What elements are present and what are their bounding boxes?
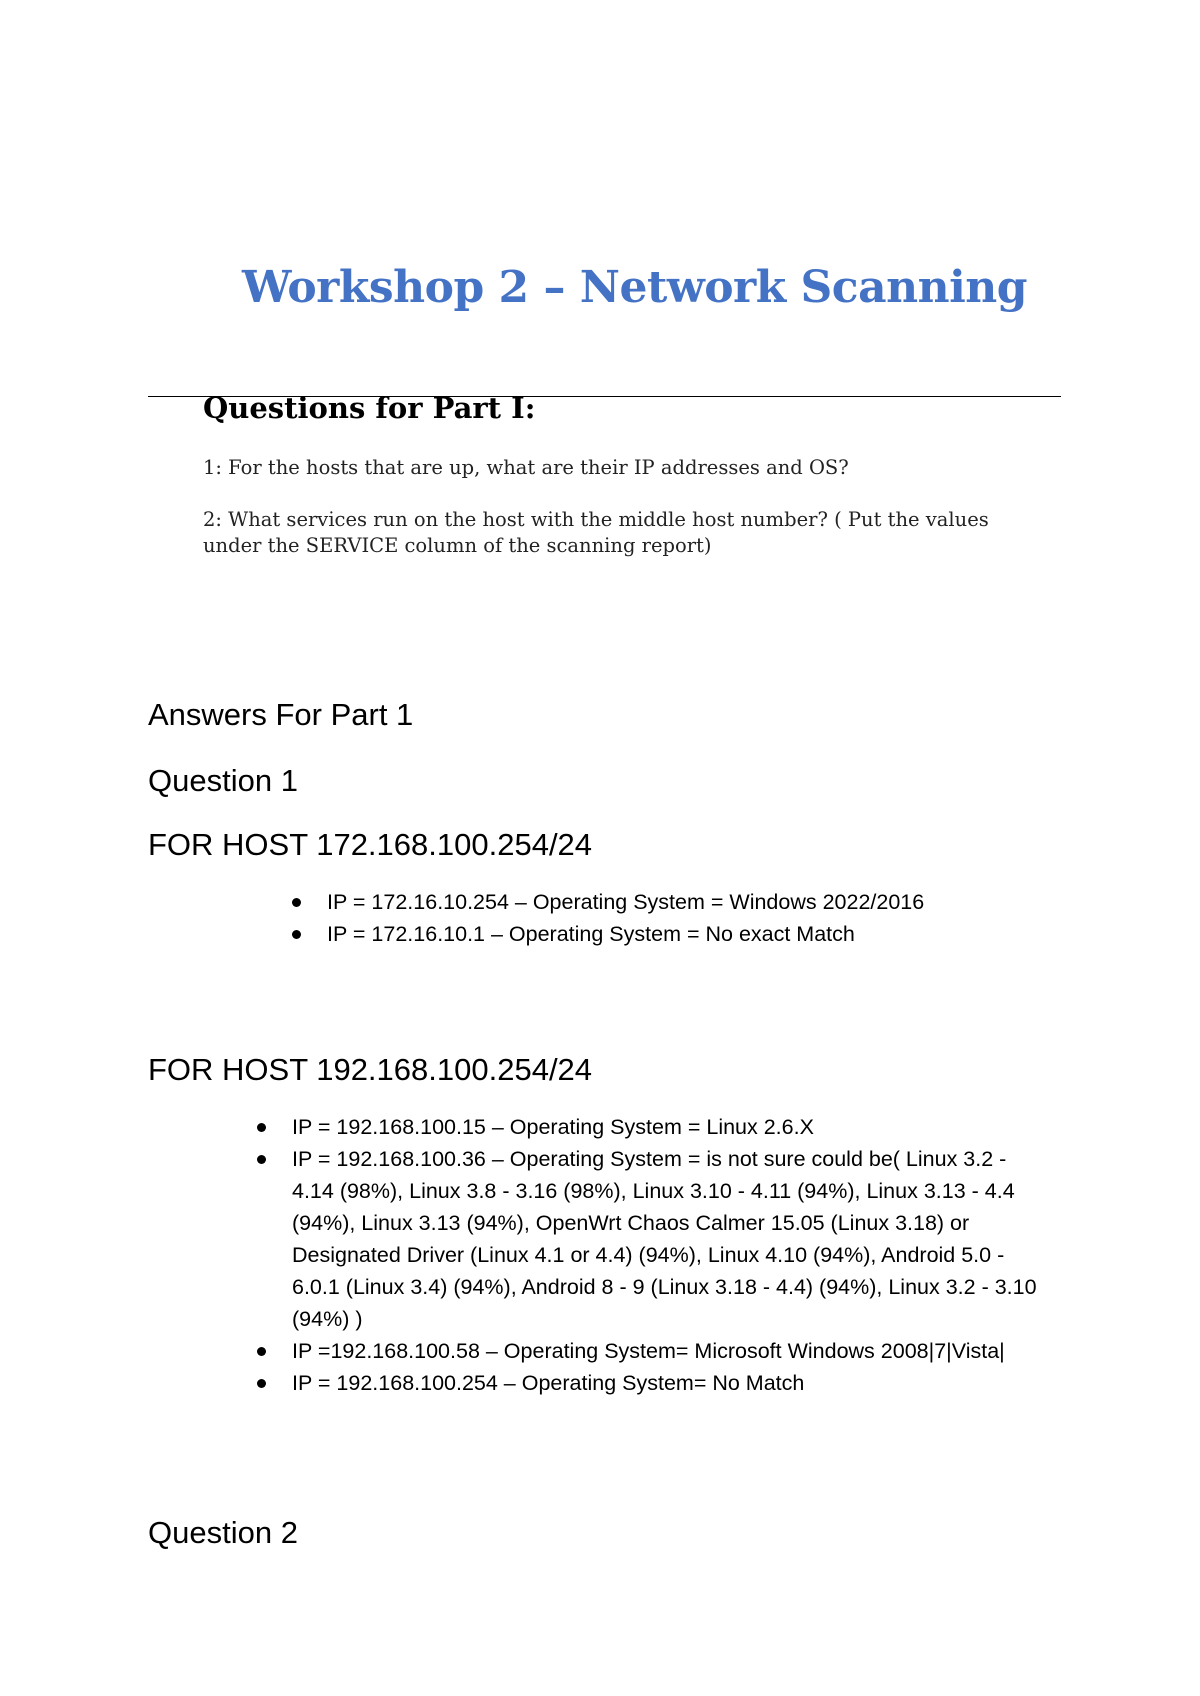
bullet-icon	[257, 1123, 266, 1132]
list-item	[327, 918, 1087, 950]
list-item-text: IP = 192.168.100.36 – Operating System = is not sure could be( Linux 3.2 - 4.14 (98%), Linux 3.8 - 3.16 (98%), Linux 3.10 - 4.11 (94%), Linux 3.13 - 4.4 (94%), Linux 3.13 (94%), OpenWrt Chaos Calmer 15.05 (Linux 3.18) or Designated Driver (Linux 4.1 or 4.4) (94%), Linux 4.10 (94%), Android 5.0 - 6.0.1 (Linux 3.4) (94%), Android 8 - 9 (Linux 3.18 - 4.4) (94%), Linux 3.2 - 3.10 (94%) )	[292, 1147, 1037, 1331]
host-2-heading: FOR HOST 192.168.100.254/24	[148, 1052, 593, 1087]
question-1-heading: Question 1	[148, 763, 298, 798]
list-item-text: IP = 172.16.10.1 – Operating System = No exact Match	[327, 922, 855, 946]
question-2-text: 2: What services run on the host with the middle host number? ( Put the values under the SERVICE column of the scanning report)	[203, 508, 989, 557]
answers-heading: Answers For Part 1	[148, 697, 414, 732]
bullet-icon	[257, 1155, 266, 1164]
question-1-text: 1: For the hosts that are up, what are their IP addresses and OS?	[203, 456, 849, 479]
bullet-icon	[257, 1347, 266, 1356]
host-1-list	[327, 886, 1087, 950]
bullet-icon	[292, 898, 301, 907]
bullet-icon	[257, 1379, 266, 1388]
list-item	[292, 1143, 1052, 1335]
list-item-text: IP = 172.16.10.254 – Operating System = Windows 2022/2016	[327, 890, 925, 914]
list-item	[292, 1367, 1052, 1399]
question-2-heading: Question 2	[148, 1515, 298, 1550]
list-item	[327, 886, 1087, 918]
document-title: Workshop 2 – Network Scanning	[242, 262, 1028, 313]
questions-heading: Questions for Part I:	[203, 391, 536, 425]
bullet-icon	[292, 930, 301, 939]
host-2-list	[292, 1111, 1052, 1399]
list-item-text: IP =192.168.100.58 – Operating System= Microsoft Windows 2008|7|Vista|	[292, 1339, 1005, 1363]
list-item	[292, 1111, 1052, 1143]
list-item	[292, 1335, 1052, 1367]
list-item-text: IP = 192.168.100.254 – Operating System= No Match	[292, 1371, 805, 1395]
host-1-heading: FOR HOST 172.168.100.254/24	[148, 827, 593, 862]
list-item-text: IP = 192.168.100.15 – Operating System = Linux 2.6.X	[292, 1115, 814, 1139]
